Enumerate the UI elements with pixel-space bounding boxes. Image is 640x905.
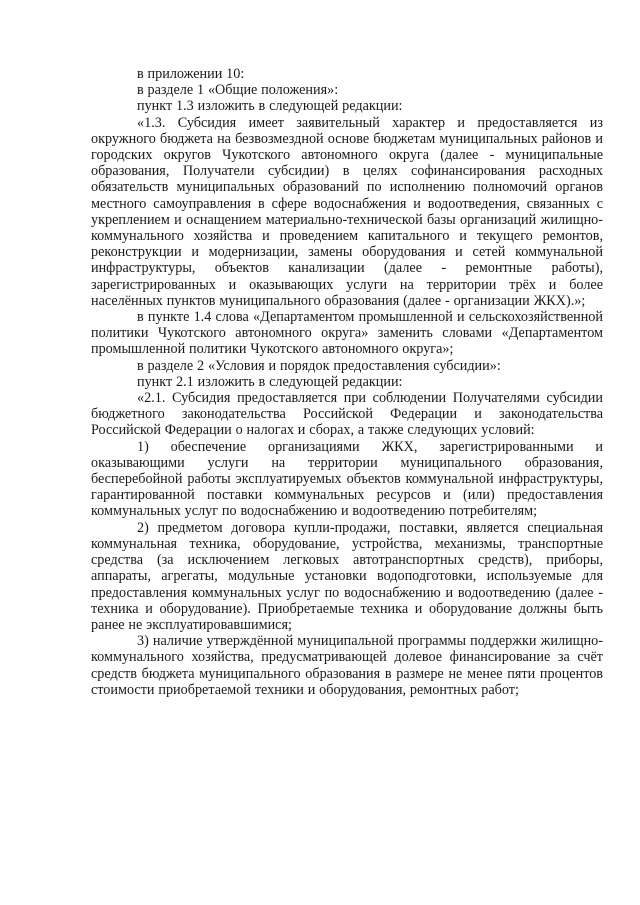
paragraph-condition-3: 3) наличие утверждённой муниципальной программы поддержки жилищно-коммунального хозяйства, предусматривающей долевое финансирование за счёт средств бюджета муниципального образования в размере не менее пяти процентов стоимости приобретаемой техники и оборудования, ремонтных работ;	[91, 633, 603, 698]
paragraph-appendix-10: в приложении 10:	[137, 66, 245, 82]
paragraph-item-2-1-intro: пункт 2.1 изложить в следующей редакции:	[137, 373, 403, 390]
paragraph-section-1-heading: в разделе 1 «Общие положения»:	[137, 82, 339, 99]
paragraph-item-1-4-text: в пункте 1.4 слова «Департаментом промышленной и сельскохозяйственной политики Чукотского автономного округа» заменить словами «Департаментом промышленной политики Чукотского автономного округа»;	[91, 309, 603, 358]
paragraph-condition-1: 1) обеспечение организациями ЖКХ, зарегистрированными и оказывающими услуги на территории муниципального образования, бесперебойной работы эксплуатируемых объектов коммунальной инфраструктуры, гарантированной поставки коммунальных ресурсов и (или) предоставления коммунальных услуг по водоснабжению и водоотведению потребителям;	[91, 438, 603, 520]
paragraph-section-2-heading: в разделе 2 «Условия и порядок предоставления субсидии»:	[137, 357, 501, 374]
paragraph-condition-2: 2) предметом договора купли-продажи, поставки, является специальная коммунальная техника, оборудование, устройства, механизмы, транспортные средства (за исключением легковых автотранспортных средств), приборы, аппараты, агрегаты, модульные установки водоподготовки, используемые для предоставления коммунальных услуг по водоснабжению и водоотведению (далее - техника и оборудование). Приобретаемые техника и оборудование должны быть ранее не эксплуатировавшимися;	[91, 519, 603, 633]
paragraph-item-2-1-text: «2.1. Субсидия предоставляется при соблюдении Получателями субсидии бюджетного законодательства Российской Федерации и законодательства Российской Федерации о налогах и сборах, а также следующих условий:	[91, 390, 603, 439]
paragraph-item-1-3-text: «1.3. Субсидия имеет заявительный характер и предоставляется из окружного бюджета на безвозмездной основе бюджетам муниципальных районов и городских округов Чукотского автономного округа (далее - муниципальные образования, Получатели субсидии) в целях софинансирования расходных обязательств муниципальных образований по исполнению полномочий органов местного самоуправления в сфере водоснабжения и водоотведения, связанных с укреплением и оснащением материально-технической базы организаций жилищно-коммунального хозяйства и проведением капитального и текущего ремонтов, реконструкции и модернизации, замены оборудования и сетей коммунальной инфраструктуры, объектов канализации (далее - ремонтные работы), зарегистрированных и оказывающих услуги на территории трёх и более населённых пунктов муниципального образования (далее - организации ЖКХ).»;	[91, 114, 603, 309]
paragraph-item-1-3-intro: пункт 1.3 изложить в следующей редакции:	[137, 98, 403, 115]
